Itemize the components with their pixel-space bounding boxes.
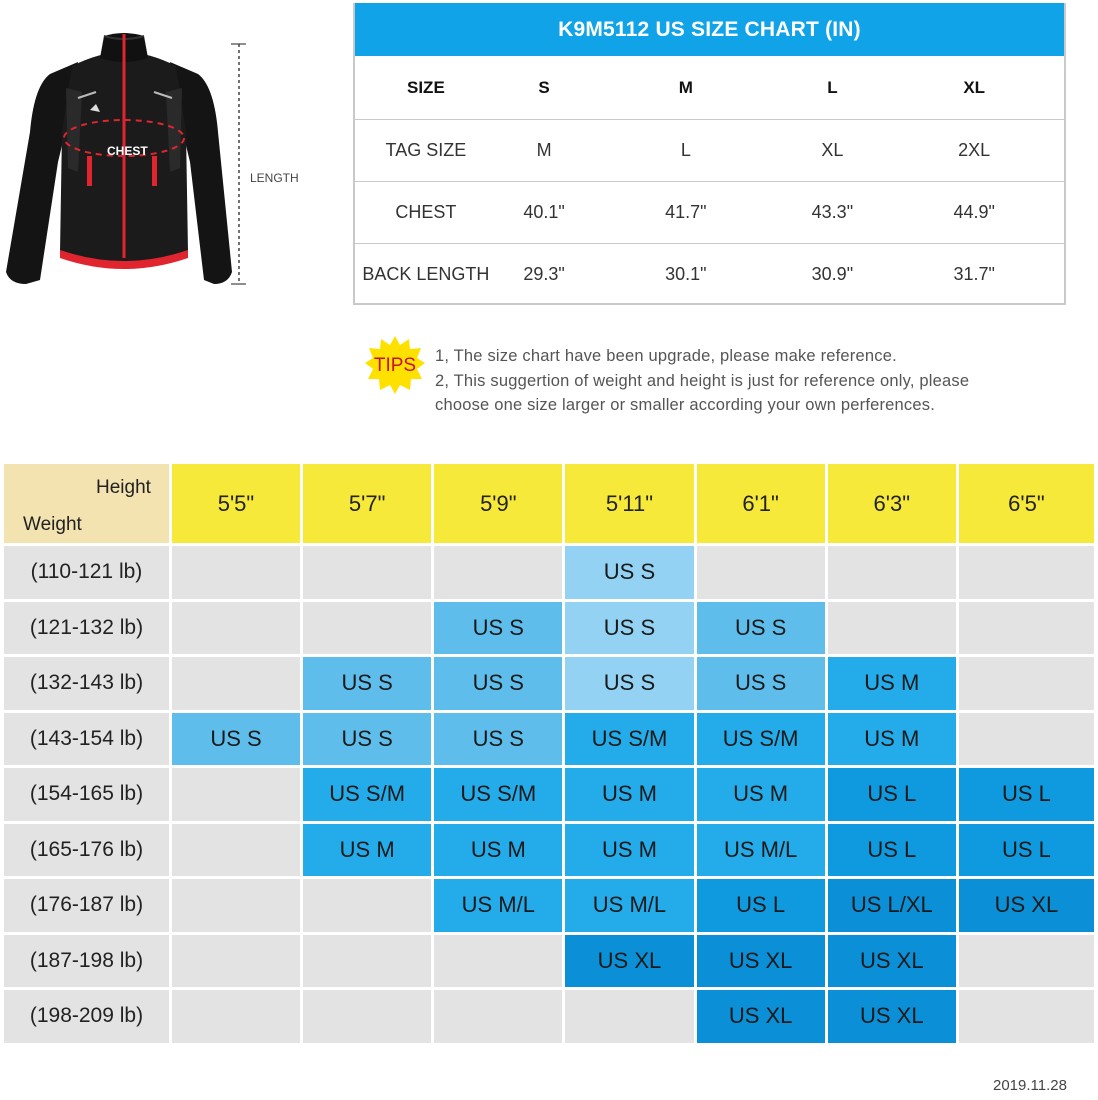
size-recommendation-cell: US S (434, 657, 565, 713)
empty-cell (959, 990, 1094, 1046)
table-row (355, 181, 1064, 243)
header-cell: S (538, 77, 550, 97)
size-recommendation-cell: US S (303, 713, 434, 769)
chest-label: CHEST (107, 144, 148, 158)
table-cell: 30.9" (811, 264, 854, 284)
size-recommendation-cell: US L (828, 824, 959, 880)
size-recommendation-cell: US S (697, 657, 828, 713)
table-cell: 40.1" (523, 202, 565, 222)
size-recommendation-cell: US M/L (434, 879, 565, 935)
height-header-row (4, 464, 1094, 546)
table-cell: 2XL (958, 140, 991, 160)
empty-cell (434, 990, 565, 1046)
empty-cell (565, 990, 696, 1046)
empty-cell (303, 546, 434, 602)
corner-weight-label: Weight (23, 514, 82, 535)
empty-cell (303, 602, 434, 658)
tip-line: 1, The size chart have been upgrade, please make reference. (435, 347, 897, 365)
weight-label: (121-132 lb) (4, 602, 172, 658)
size-recommendation-cell: US M (828, 713, 959, 769)
empty-cell (303, 935, 434, 991)
empty-cell (172, 546, 303, 602)
size-recommendation-cell: US L/XL (828, 879, 959, 935)
empty-cell (303, 879, 434, 935)
size-recommendation-cell: US L (697, 879, 828, 935)
tips-badge (365, 336, 425, 396)
empty-cell (697, 546, 828, 602)
size-recommendation-cell: US M (565, 824, 696, 880)
table-row (4, 768, 1094, 824)
empty-cell (172, 602, 303, 658)
table-cell: XL (821, 140, 844, 160)
fit-grid-body (4, 546, 1094, 1046)
weight-label: (143-154 lb) (4, 713, 172, 769)
size-recommendation-cell: US XL (959, 879, 1094, 935)
height-header: 5'5" (172, 464, 303, 546)
tips-badge-label: TIPS (373, 355, 417, 376)
empty-cell (959, 657, 1094, 713)
empty-cell (828, 602, 959, 658)
size-recommendation-cell: US S (434, 602, 565, 658)
size-recommendation-cell: US M (697, 768, 828, 824)
table-row (4, 990, 1094, 1046)
size-recommendation-cell: US S/M (303, 768, 434, 824)
size-recommendation-cell: US M (434, 824, 565, 880)
row-label: BACK LENGTH (362, 264, 490, 284)
empty-cell (959, 713, 1094, 769)
empty-cell (172, 657, 303, 713)
size-recommendation-cell: US M/L (697, 824, 828, 880)
empty-cell (434, 546, 565, 602)
height-header: 6'3" (828, 464, 959, 546)
row-label: TAG SIZE (385, 140, 467, 160)
table-row (355, 243, 1064, 305)
size-recommendation-cell: US S/M (697, 713, 828, 769)
height-header: 5'7" (303, 464, 434, 546)
size-recommendation-cell: US L (959, 824, 1094, 880)
table-row (4, 657, 1094, 713)
size-recommendation-cell: US M (565, 768, 696, 824)
empty-cell (172, 935, 303, 991)
table-cell: 44.9" (953, 202, 995, 222)
size-recommendation-cell: US XL (697, 990, 828, 1046)
table-cell: L (680, 140, 691, 160)
table-row (4, 713, 1094, 769)
empty-cell (172, 990, 303, 1046)
table-cell: 41.7" (665, 202, 707, 222)
corner-cell (4, 464, 172, 546)
table-row (4, 879, 1094, 935)
jacket-illustration (0, 22, 320, 292)
weight-label: (176-187 lb) (4, 879, 172, 935)
size-chart-title: K9M5112 US SIZE CHART (IN) (355, 3, 1064, 56)
size-recommendation-cell: US L (828, 768, 959, 824)
empty-cell (172, 824, 303, 880)
size-recommendation-cell: US S/M (434, 768, 565, 824)
empty-cell (959, 546, 1094, 602)
tips-text (435, 344, 1075, 418)
table-row (4, 602, 1094, 658)
size-recommendation-cell: US M (303, 824, 434, 880)
weight-label: (110-121 lb) (4, 546, 172, 602)
size-recommendation-cell: US S (565, 546, 696, 602)
size-recommendation-cell: US M/L (565, 879, 696, 935)
table-row (355, 119, 1064, 181)
corner-height-label: Height (96, 477, 151, 498)
size-recommendation-cell: US S/M (565, 713, 696, 769)
tip-line: 2, This suggertion of weight and height is just for reference only, please (435, 371, 970, 390)
footer-date: 2019.11.28 (993, 1077, 1067, 1094)
table-row (4, 546, 1094, 602)
size-recommendation-cell: US S (303, 657, 434, 713)
table-cell: 30.1" (665, 264, 707, 284)
header-cell: SIZE (407, 77, 445, 97)
header-cell: L (827, 77, 838, 97)
empty-cell (303, 990, 434, 1046)
weight-label: (198-209 lb) (4, 990, 172, 1046)
weight-label: (132-143 lb) (4, 657, 172, 713)
table-cell: 29.3" (523, 264, 565, 284)
size-recommendation-cell: US L (959, 768, 1094, 824)
weight-label: (154-165 lb) (4, 768, 172, 824)
size-recommendation-cell: US XL (565, 935, 696, 991)
size-recommendation-cell: US S (565, 602, 696, 658)
empty-cell (828, 546, 959, 602)
empty-cell (434, 935, 565, 991)
empty-cell (172, 879, 303, 935)
height-header: 6'1" (697, 464, 828, 546)
length-label: LENGTH (250, 171, 299, 185)
size-recommendation-cell: US XL (828, 990, 959, 1046)
weight-label: (187-198 lb) (4, 935, 172, 991)
height-header: 6'5" (959, 464, 1094, 546)
table-row (4, 935, 1094, 991)
weight-label: (165-176 lb) (4, 824, 172, 880)
empty-cell (172, 768, 303, 824)
size-recommendation-cell: US M (828, 657, 959, 713)
table-cell: 31.7" (953, 264, 995, 284)
empty-cell (959, 602, 1094, 658)
size-chart-header-row (355, 56, 1064, 119)
empty-cell (959, 935, 1094, 991)
size-recommendation-cell: US XL (828, 935, 959, 991)
size-recommendation-cell: US S (172, 713, 303, 769)
size-recommendation-cell: US S (565, 657, 696, 713)
table-cell: 43.3" (811, 202, 854, 222)
header-cell: M (678, 77, 693, 97)
table-cell: M (536, 140, 552, 160)
table-row (4, 824, 1094, 880)
size-recommendation-cell: US XL (697, 935, 828, 991)
header-cell: XL (963, 77, 986, 97)
row-label: CHEST (395, 202, 457, 222)
jacket-image (0, 22, 320, 292)
size-chart-table (353, 3, 1066, 305)
size-recommendation-cell: US S (434, 713, 565, 769)
tip-line: choose one size larger or smaller according your own perferences. (435, 396, 935, 414)
height-header: 5'9" (434, 464, 565, 546)
size-recommendation-cell: US S (697, 602, 828, 658)
height-header: 5'11" (565, 464, 696, 546)
fit-grid-table (4, 464, 1094, 1051)
